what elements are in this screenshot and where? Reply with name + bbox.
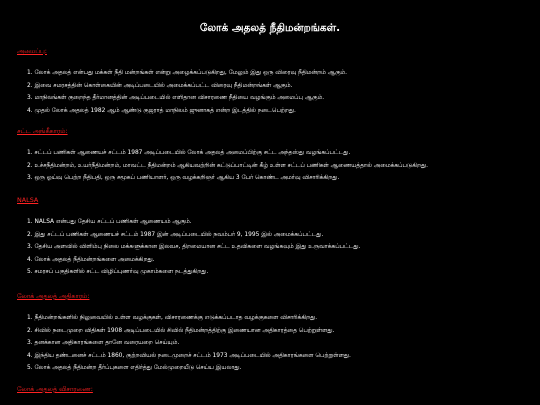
section-heading: NALSA	[17, 196, 39, 204]
section-heading: சட்ட அங்கீகாரம்:	[17, 127, 68, 135]
section-nalsa	[17, 196, 527, 281]
list-item: 3. ஒரு ஓய்வு பெற்ற நீதிபதி, ஒரு சமூகப் பணியாளர், ஒரு வழக்கறிஞர் ஆகிய 3 பேர் கொண்ட அமர்வு விசாரிக்கிறது.	[27, 175, 340, 182]
page-title: லோக் அதலத் நீதிமன்றங்கள்.	[199, 22, 341, 34]
list-item: 4. முதல் லோக் அதலத் 1982 ஆம் ஆண்டு குஜராத் மாநிலம் ஜுனாகத் என்ற இடத்தில் நடைபெற்றது.	[27, 107, 296, 114]
item-list	[17, 314, 527, 377]
list-item: 3. தேசிய அளவில் விளிம்பு நிலை மக்களுக்கான இலவச, திறமையான சட்ட உதவிகளை வழங்கவும் இது உருவாக்கப்பட்டது.	[27, 244, 361, 251]
section-hearing	[17, 385, 527, 393]
list-item: 2. உச்சநீதிமன்றம், உயர்நீதிமன்றம், மாவட்ட நீதிமன்றம் ஆகியவற்றின் கட்டுப்பாட்டின் கீழ் உள்ள சட்டப் பணிகள் ஆணையத்தால் அமைக்கப்படுகிறது.	[27, 162, 428, 169]
list-item: 2. இது சட்டப் பணிகள் ஆணையச் சட்டம் 1987 இன் அடிப்படையில் நவம்பர் 9, 1995 இல் அமைக்கப்பட்டது.	[27, 231, 324, 238]
list-item: 5. சமரசப் பகுதிகளில் சட்ட விழிப்புணர்வு முகாம்களை நடத்துகிறது.	[27, 269, 209, 276]
section-heading: அமைப்பு:	[17, 47, 47, 55]
list-item: 3. தனக்கான அதிகாரங்களை தானே வரையறை செய்யும்.	[27, 340, 180, 347]
section-heading: லோக் அதலத் அதிகாரம்:	[17, 292, 90, 300]
list-item: 1. சட்டப் பணிகள் ஆணையச் சட்டம் 1987 அடிப்படையில் லோக் அதலத் அமைப்பிற்கு சட்ட அந்தஸ்து வழங்கப்பட்டது.	[27, 150, 351, 156]
section-powers	[17, 292, 527, 377]
section-legal-recognition	[17, 127, 527, 187]
list-item: 3. மாநிலங்கள் குறைந்த தீர்மானத்தின் அடிப்படையில் எளிதான விசாரணை நீதியை வழங்கும் அமைப்பு ஆகும்.	[27, 95, 325, 102]
list-item: 1. நீதிமன்றங்களில் நிலுவையில் உள்ள வழக்குகள், விசாரணைக்கு எடுக்கப்படாத வழக்குகளை விசாரிக்கிறது.	[27, 315, 318, 321]
list-item: 1. லோக் அதலத் என்பது மக்கள் நீதி மன்றங்கள் என்று அழைக்கப்படுகிறது, மேலும் இது ஒரு விரைவு நீதிமன்றம் ஆகும்.	[27, 70, 348, 76]
section-structure	[17, 47, 527, 119]
list-item: 4. லோக் அதலத் நீதிமன்றங்களை அமைக்கிறது.	[27, 256, 155, 263]
list-item: 5. லோக் அதலத் நீதிமன்ற தீர்ப்புகளை எதிர்த்து மேல்முறையீடு செய்ய இயலாது.	[27, 365, 242, 372]
section-heading: லோக் அதலத் விசாரணை:	[17, 385, 93, 393]
item-list	[17, 149, 527, 187]
list-item: 4. இந்திய தண்டனைச் சட்டம் 1860, குற்றவியல் நடைமுறைச் சட்டம் 1973 அடிப்படையில் அதிகாரங்களை பெற்றுள்ளது.	[27, 352, 351, 359]
list-item: 2. இவை சமரசத்தின் கொள்கையின் அடிப்படையில் அமைக்கப்பட்ட விரைவு நீதிமன்றங்கள் ஆகும்.	[27, 82, 293, 89]
item-list	[17, 218, 527, 281]
list-item: 2. சிவில் நடைமுறை விதிகள் 1908 அடிப்படையில் சிவில் நீதிமன்றத்திற்கு இணையான அதிகாரத்தை பெற்றுள்ளது.	[27, 327, 335, 334]
item-list	[17, 69, 527, 119]
list-item: 1. NALSA என்பது தேசிய சட்டப் பணிகள் ஆணையம் ஆகும்.	[27, 219, 192, 225]
